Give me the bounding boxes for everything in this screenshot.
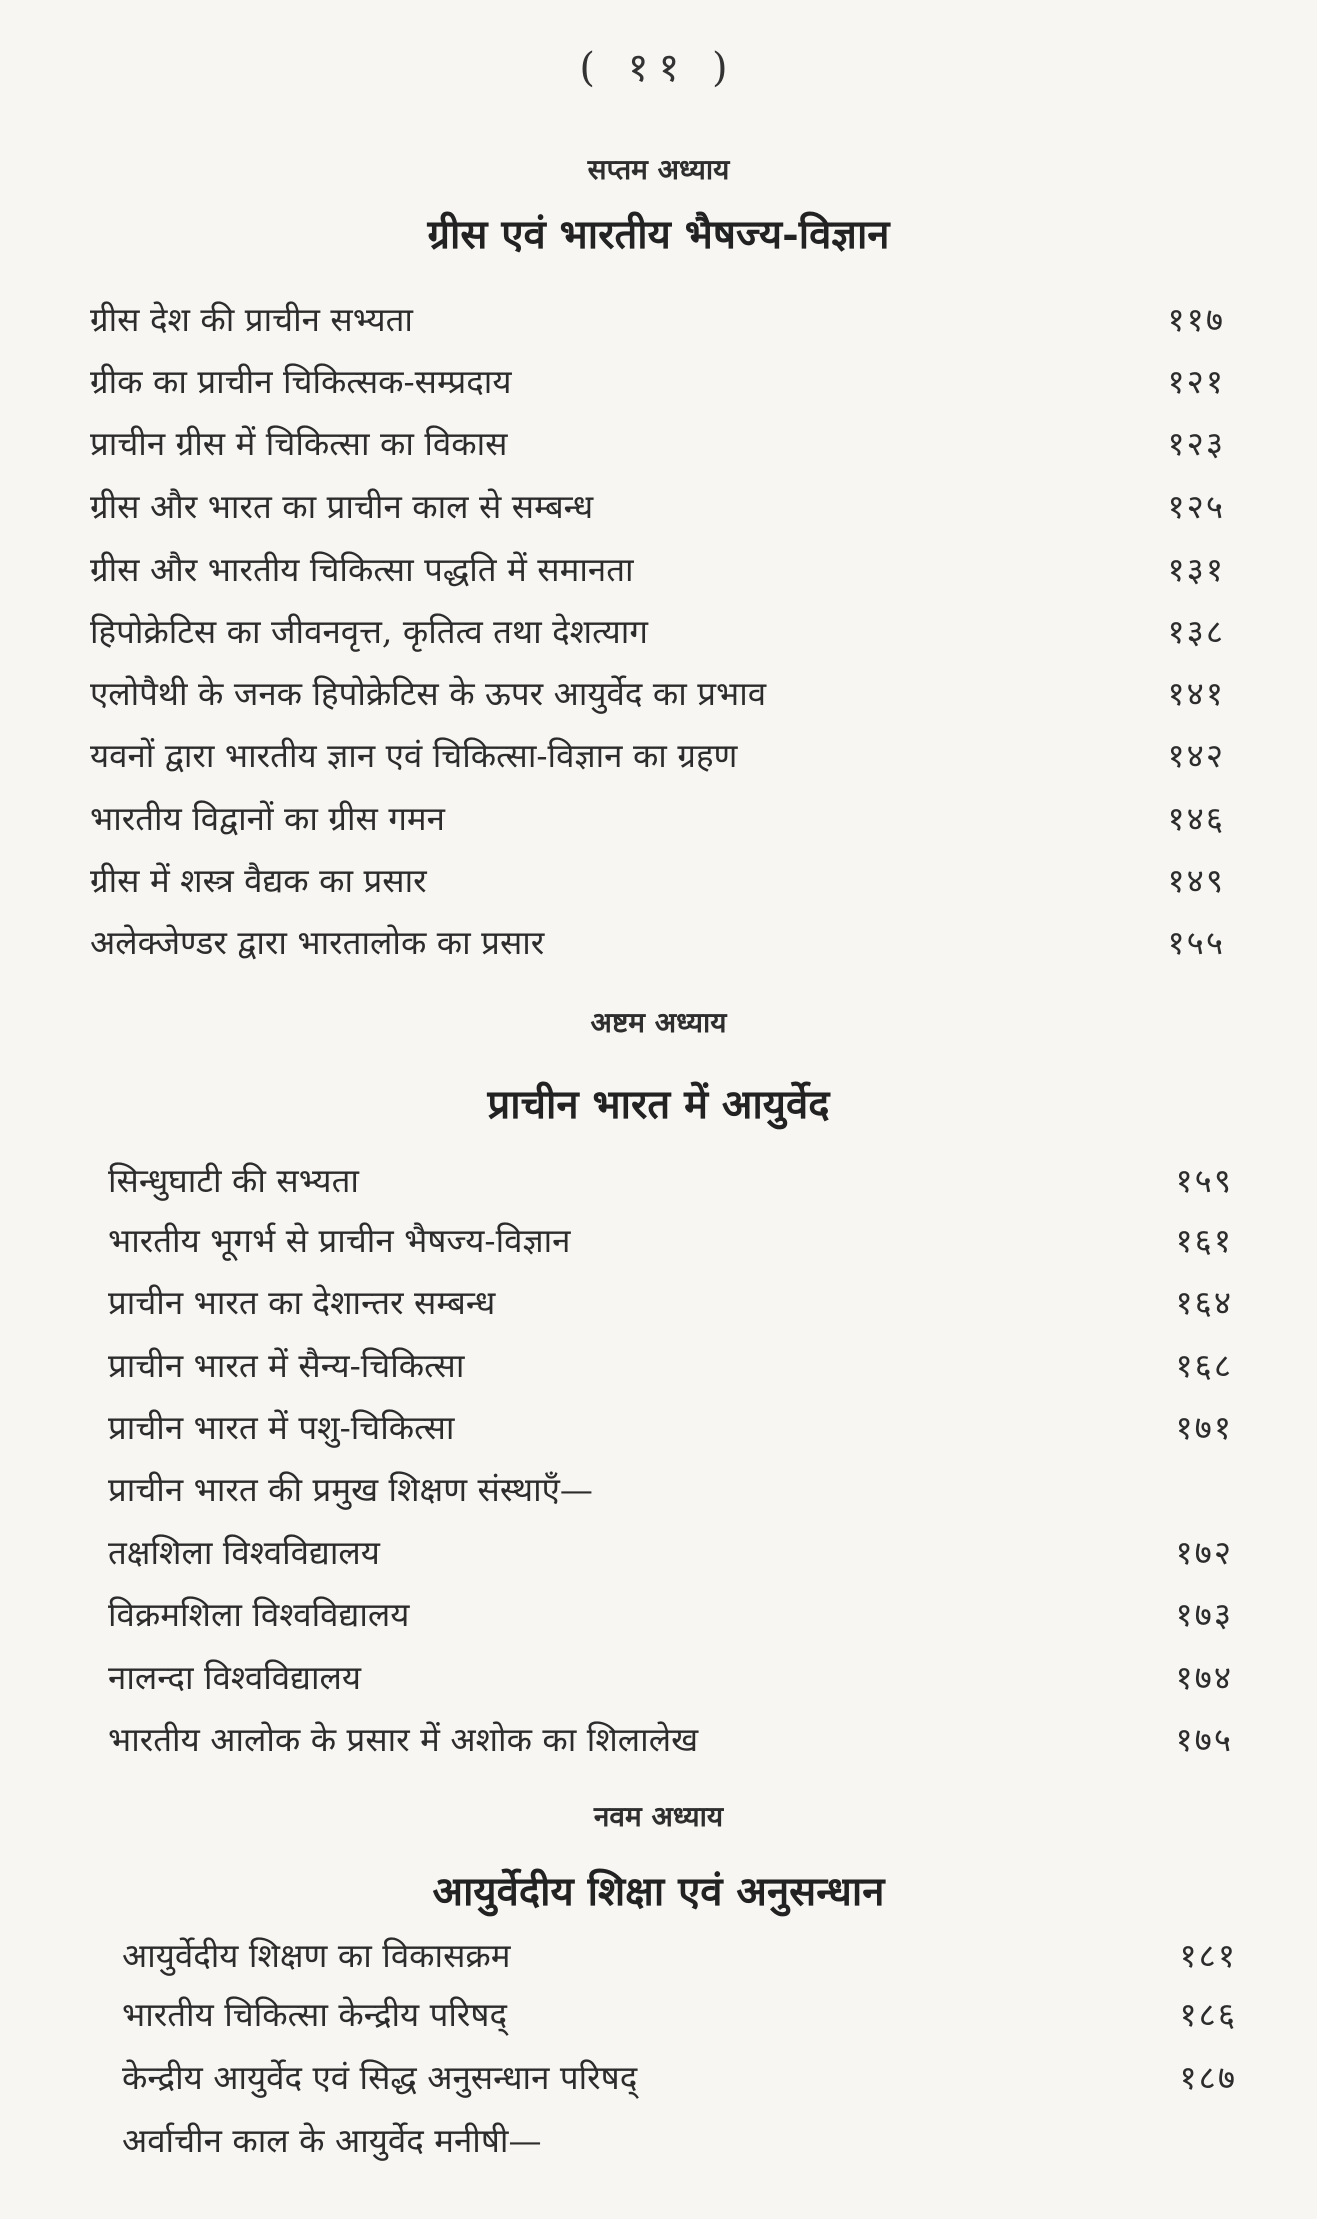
toc-entry-title: भारतीय विद्वानों का ग्रीस गमन — [90, 799, 445, 838]
toc-entry-page: १३१ — [1167, 550, 1225, 589]
toc-entry-page: १६४ — [1175, 1283, 1233, 1322]
toc-entry-page: १४२ — [1167, 736, 1225, 775]
toc-entry-page: १२३ — [1167, 424, 1225, 463]
toc-entry — [90, 793, 1225, 845]
toc-entry-title: भारतीय भूगर्भ से प्राचीन भैषज्य-विज्ञान — [108, 1221, 571, 1260]
toc-entry — [108, 1277, 1233, 1329]
toc-entry-title: ग्रीस और भारत का प्राचीन काल से सम्बन्ध — [90, 487, 594, 526]
toc-entry — [122, 2115, 1237, 2167]
toc-entry-page: १७४ — [1175, 1658, 1233, 1697]
toc-entry — [108, 1714, 1233, 1766]
toc-entry-page: १५५ — [1167, 923, 1225, 962]
toc-entry-title: ग्रीस और भारतीय चिकित्सा पद्धति में समानता — [90, 550, 634, 589]
toc-entry-page: १३८ — [1167, 612, 1225, 651]
toc-entry-page: १७२ — [1175, 1533, 1233, 1572]
toc-entry — [90, 730, 1225, 782]
toc-entry-page: १८६ — [1179, 1995, 1237, 2034]
toc-entry — [90, 481, 1225, 533]
toc-entry — [90, 917, 1225, 969]
toc-entry-title: केन्द्रीय आयुर्वेद एवं सिद्ध अनुसन्धान परिषद् — [122, 2058, 638, 2097]
toc-entry-title: प्राचीन भारत की प्रमुख शिक्षण संस्थाएँ— — [108, 1470, 593, 1509]
toc-entry-page: १८१ — [1179, 1936, 1237, 1975]
toc-entry — [122, 2052, 1237, 2104]
toc-entry-title: भारतीय आलोक के प्रसार में अशोक का शिलालेख — [108, 1720, 699, 1759]
toc-entry — [122, 1930, 1237, 1982]
toc-entry-page: ११७ — [1167, 300, 1225, 339]
toc-entry — [108, 1155, 1233, 1207]
toc-entry — [90, 606, 1225, 658]
toc-entry — [90, 855, 1225, 907]
toc-entry-page: १६१ — [1175, 1221, 1233, 1260]
toc-entry — [90, 418, 1225, 470]
toc-entry — [108, 1589, 1233, 1641]
toc-entry-title: प्राचीन भारत का देशान्तर सम्बन्ध — [108, 1283, 496, 1322]
page-number: ( ११ ) — [579, 45, 738, 91]
toc-entry-page: १२५ — [1167, 487, 1225, 526]
toc-entry-title: यवनों द्वारा भारतीय ज्ञान एवं चिकित्सा-विज्ञान का ग्रहण — [90, 736, 738, 775]
toc-entry-title: हिपोक्रेटिस का जीवनवृत्त, कृतित्व तथा देशत्याग — [90, 612, 648, 651]
toc-entry-page: १७३ — [1175, 1595, 1233, 1634]
toc-entry-page: १४९ — [1167, 861, 1225, 900]
toc-entry-title: तक्षशिला विश्वविद्यालय — [108, 1533, 380, 1572]
toc-entry-page: १४१ — [1167, 674, 1225, 713]
toc-entry-page: १२१ — [1167, 362, 1225, 401]
toc-entry — [90, 668, 1225, 720]
toc-entry-title: सिन्धुघाटी की सभ्यता — [108, 1161, 359, 1200]
toc-entry — [108, 1652, 1233, 1704]
chapter-title: ग्रीस एवं भारतीय भैषज्य-विज्ञान — [427, 211, 890, 258]
toc-entry-title: भारतीय चिकित्सा केन्द्रीय परिषद् — [122, 1995, 508, 2034]
toc-entry-page: १७५ — [1175, 1720, 1233, 1759]
toc-entry-page: १६८ — [1175, 1346, 1233, 1385]
toc-entry-title: प्राचीन भारत में पशु-चिकित्सा — [108, 1408, 455, 1447]
toc-entry-title: ग्रीस देश की प्राचीन सभ्यता — [90, 300, 413, 339]
toc-entry — [90, 294, 1225, 346]
toc-entry-title: आयुर्वेदीय शिक्षण का विकासक्रम — [122, 1936, 511, 1975]
toc-entry-title: प्राचीन भारत में सैन्य-चिकित्सा — [108, 1346, 465, 1385]
toc-entry — [108, 1402, 1233, 1454]
chapter-heading: सप्तम अध्याय — [587, 153, 730, 186]
toc-entry-title: अलेक्जेण्डर द्वारा भारतालोक का प्रसार — [90, 923, 545, 962]
toc-entry-title: ग्रीक का प्राचीन चिकित्सक-सम्प्रदाय — [90, 362, 512, 401]
chapter-heading: अष्टम अध्याय — [590, 1006, 727, 1039]
toc-entry — [108, 1215, 1233, 1267]
chapter-title: प्राचीन भारत में आयुर्वेद — [487, 1081, 830, 1128]
toc-entry — [108, 1340, 1233, 1392]
toc-entry-title: नालन्दा विश्वविद्यालय — [108, 1658, 362, 1697]
toc-entry-page: १५९ — [1175, 1161, 1233, 1200]
toc-entry — [90, 356, 1225, 408]
toc-entry-title: अर्वाचीन काल के आयुर्वेद मनीषी— — [122, 2121, 542, 2160]
toc-entry-title: प्राचीन ग्रीस में चिकित्सा का विकास — [90, 424, 508, 463]
toc-entry-page: १७१ — [1175, 1408, 1233, 1447]
chapter-title: आयुर्वेदीय शिक्षा एवं अनुसन्धान — [432, 1868, 885, 1915]
toc-entry — [108, 1464, 1233, 1516]
toc-entry-title: एलोपैथी के जनक हिपोक्रेटिस के ऊपर आयुर्वेद का प्रभाव — [90, 674, 767, 713]
chapter-heading: नवम अध्याय — [593, 1800, 724, 1833]
toc-entry — [90, 544, 1225, 596]
toc-entry — [122, 1989, 1237, 2041]
toc-entry-page: १८७ — [1179, 2058, 1237, 2097]
toc-entry — [108, 1527, 1233, 1579]
toc-entry-title: विक्रमशिला विश्वविद्यालय — [108, 1595, 410, 1634]
toc-entry-page: १४६ — [1167, 799, 1225, 838]
toc-entry-title: ग्रीस में शस्त्र वैद्यक का प्रसार — [90, 861, 427, 900]
